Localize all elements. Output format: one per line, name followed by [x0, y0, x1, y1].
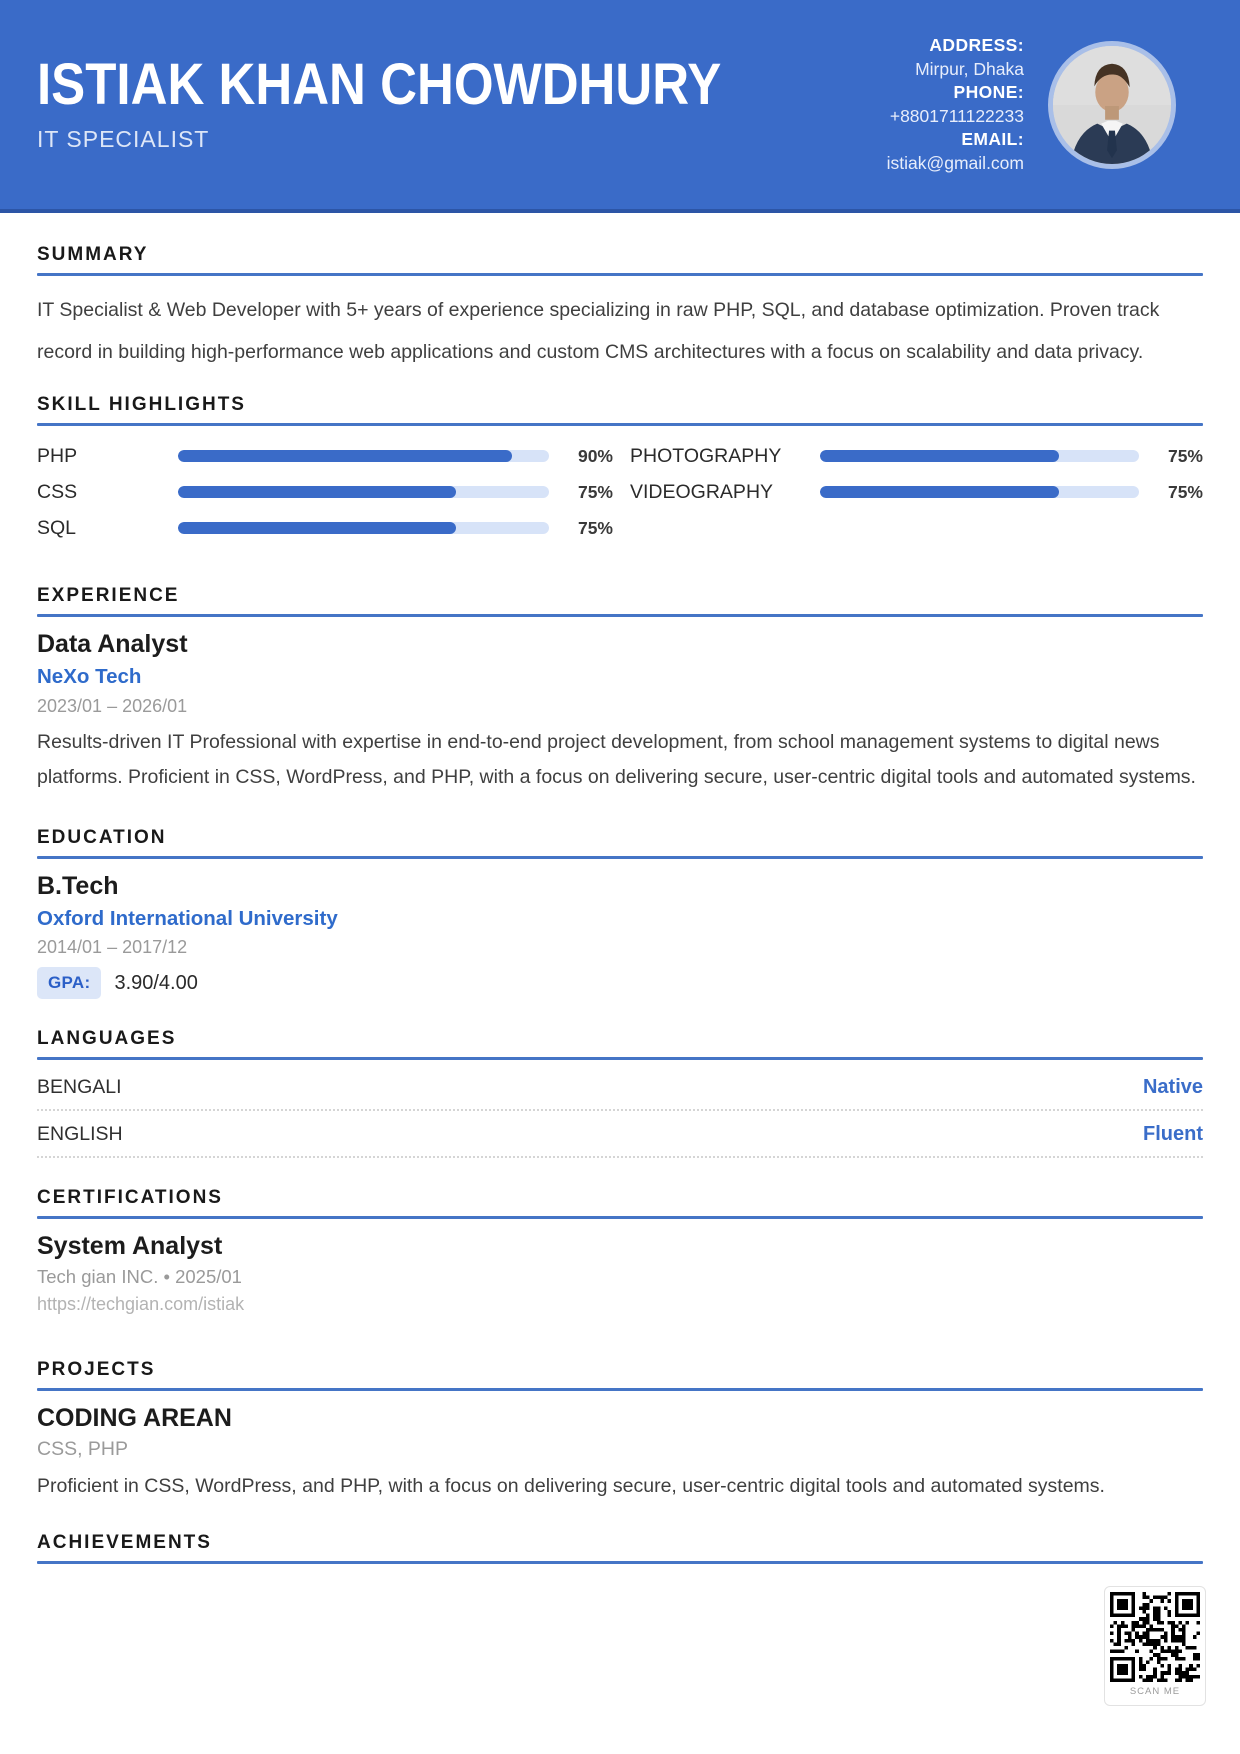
project-title: CODING AREAN: [37, 1403, 232, 1432]
phone-label: PHONE:: [953, 82, 1024, 102]
company-name: NeXo Tech: [37, 665, 142, 688]
degree-title: B.Tech: [37, 871, 119, 900]
section-summary: [37, 245, 1203, 373]
achievements-heading: ACHIEVEMENTS: [37, 1531, 212, 1553]
summary-divider: [37, 273, 1203, 276]
skill-label: SQL: [37, 516, 77, 539]
education-heading: EDUCATION: [37, 826, 167, 848]
skill-bar-fill: [178, 486, 456, 498]
email-label: EMAIL:: [961, 129, 1024, 149]
gpa-line: [37, 967, 1203, 999]
skill-bar-track: [178, 522, 549, 534]
address-value: Mirpur, Dhaka: [915, 58, 1024, 79]
skill-bar-fill: [178, 522, 456, 534]
skills-column-right: [630, 438, 1203, 546]
skill-label: PHOTOGRAPHY: [630, 444, 782, 467]
profile-photo: [1048, 41, 1176, 169]
certification-title: System Analyst: [37, 1232, 223, 1260]
email-value: istiak@gmail.com: [886, 152, 1024, 173]
skill-bar-track: [820, 450, 1139, 462]
skills-column-left: [37, 438, 613, 546]
summary-heading: SUMMARY: [37, 244, 149, 265]
skill-percent: 75%: [577, 517, 613, 538]
skill-label: CSS: [37, 480, 78, 503]
job-description: Results-driven IT Professional with expertise in end-to-end project development, from school management systems to digital news platforms. Proficient in CSS, WordPress, and PHP, with a focus on delivering secure, user-centric digital tools and automated systems.: [37, 730, 1196, 788]
experience-divider: [37, 614, 1203, 617]
qr-caption: SCAN ME: [1129, 1686, 1181, 1697]
avatar: [1053, 46, 1171, 164]
language-name: ENGLISH: [37, 1123, 123, 1145]
skill-percent: 75%: [1167, 481, 1203, 502]
project-description: Proficient in CSS, WordPress, and PHP, with a focus on delivering secure, user-centric digital tools and automated systems.: [37, 1475, 1105, 1497]
section-education: [37, 828, 1203, 1000]
skill-bar-track: [820, 486, 1139, 498]
language-level: Native: [1142, 1076, 1203, 1098]
education-dates: 2014/01 – 2017/12: [37, 937, 188, 957]
languages-divider: [37, 1057, 1203, 1060]
language-row: [37, 1111, 1203, 1158]
contact-block: [887, 34, 1024, 175]
certification-url-link[interactable]: https://techgian.com/istiak: [37, 1293, 245, 1314]
skill-bar-fill: [178, 450, 512, 462]
certifications-divider: [37, 1216, 1203, 1219]
language-level: Fluent: [1143, 1123, 1203, 1145]
skill-label: VIDEOGRAPHY: [630, 480, 774, 503]
skill-bar-track: [178, 486, 549, 498]
skill-percent: 90%: [577, 445, 613, 466]
skills-grid: [37, 438, 1203, 546]
skill-row-sql: [37, 510, 613, 546]
projects-divider: [37, 1388, 1203, 1391]
skills-divider: [37, 423, 1203, 426]
qr-code: [1110, 1592, 1200, 1682]
identity-block: [37, 52, 887, 153]
section-projects: [37, 1360, 1203, 1505]
skill-percent: 75%: [1167, 445, 1203, 466]
skills-heading: SKILL HIGHLIGHTS: [37, 394, 246, 415]
resume-body: [0, 245, 1240, 1564]
phone-value: +8801711122233: [889, 105, 1024, 126]
skill-row-css: [37, 474, 613, 510]
education-divider: [37, 856, 1203, 859]
address-label: ADDRESS:: [929, 35, 1024, 55]
project-technologies: CSS, PHP: [37, 1437, 129, 1460]
header-band: [0, 0, 1240, 213]
skill-bar-fill: [820, 486, 1059, 498]
skill-label: PHP: [37, 444, 78, 467]
person-name: ISTIAK KHAN CHOWDHURY: [37, 52, 722, 117]
school-name: Oxford International University: [37, 906, 338, 930]
section-experience: [37, 586, 1203, 796]
languages-heading: LANGUAGES: [37, 1028, 177, 1049]
skill-bar-track: [178, 450, 549, 462]
section-skills: [37, 395, 1203, 546]
gpa-badge: GPA:: [37, 967, 101, 999]
language-name: BENGALI: [37, 1076, 122, 1098]
skill-row-videography: [630, 474, 1203, 510]
section-languages: [37, 1029, 1203, 1158]
skill-percent: 75%: [577, 481, 613, 502]
gpa-value: 3.90/4.00: [114, 971, 198, 994]
skill-row-php: [37, 438, 613, 474]
language-list: [37, 1064, 1203, 1158]
qr-card: [1104, 1586, 1206, 1706]
certifications-heading: CERTIFICATIONS: [37, 1187, 223, 1208]
person-role: IT SPECIALIST: [37, 126, 210, 152]
job-title: Data Analyst: [37, 630, 188, 658]
projects-heading: PROJECTS: [37, 1358, 156, 1380]
experience-heading: EXPERIENCE: [37, 585, 180, 606]
section-achievements: [37, 1533, 1203, 1564]
summary-text: IT Specialist & Web Developer with 5+ years of experience specializing in raw PHP, SQL, and database optimization. Proven track record in building high-performance web applications and custom CMS architectures with a focus on scalability and data privacy.: [37, 299, 1160, 363]
job-dates: 2023/01 – 2026/01: [37, 695, 188, 716]
skill-bar-fill: [820, 450, 1059, 462]
certification-issuer: Tech gian INC. • 2025/01: [37, 1266, 242, 1287]
skill-row-photography: [630, 438, 1203, 474]
language-row: [37, 1064, 1203, 1111]
achievements-divider: [37, 1561, 1203, 1564]
section-certifications: [37, 1188, 1203, 1315]
